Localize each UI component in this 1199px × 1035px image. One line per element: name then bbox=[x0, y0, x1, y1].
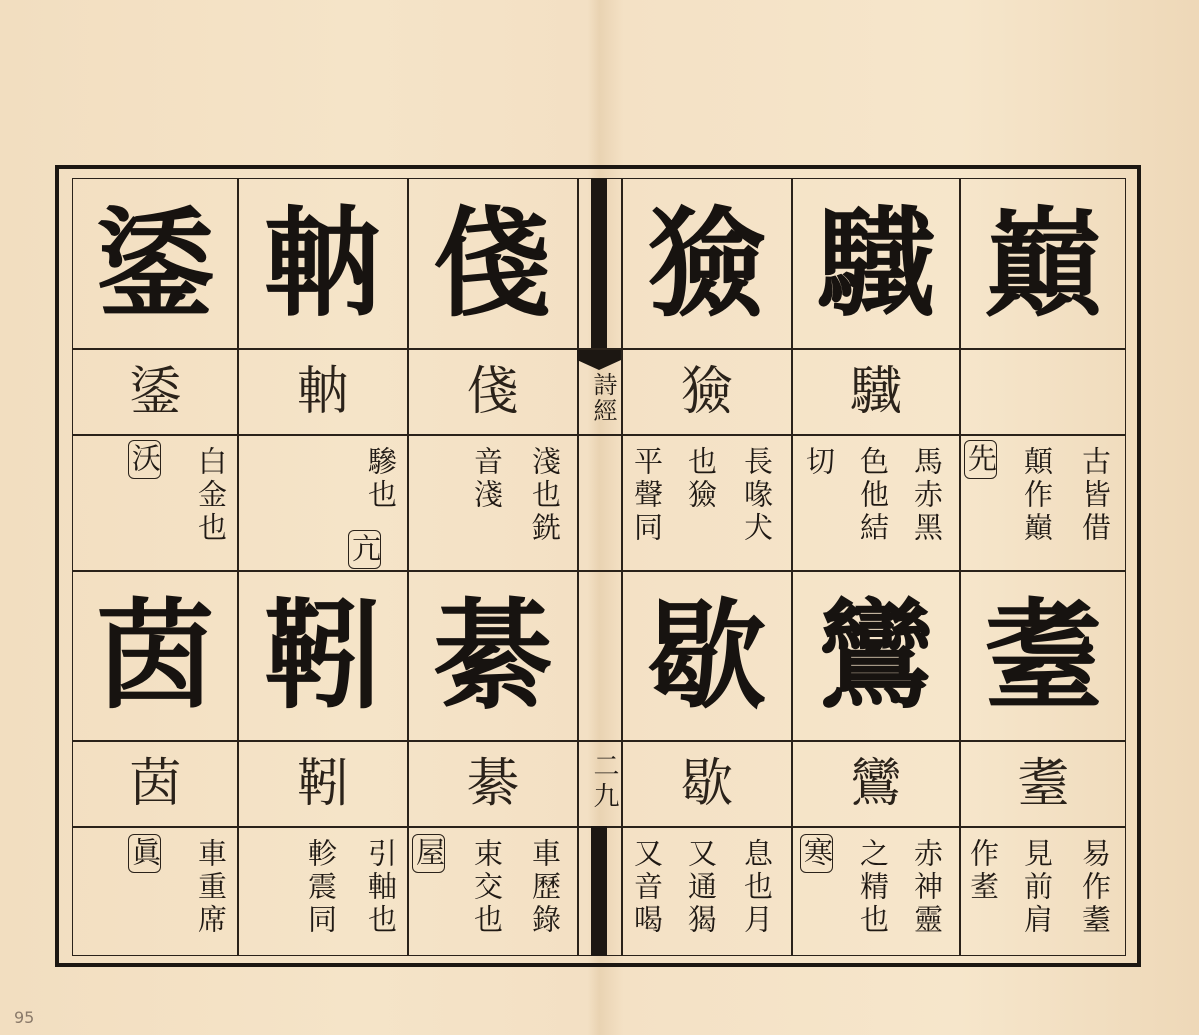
annotation-rhyme: 亢 bbox=[348, 530, 381, 569]
annotation: 引軸也 bbox=[364, 838, 398, 937]
headword: 靷 bbox=[263, 586, 382, 725]
seal-script-form: 鸞 bbox=[849, 754, 902, 814]
column-rule bbox=[577, 178, 579, 956]
headword: 耋 bbox=[984, 586, 1103, 725]
annotation: 淺也銑 bbox=[528, 446, 562, 545]
page-number: 二九 bbox=[589, 752, 619, 812]
spine-black-bar-top bbox=[591, 178, 607, 348]
annotation-box bbox=[964, 440, 997, 479]
annotation-box bbox=[800, 834, 833, 873]
annotation: 也獫 bbox=[684, 446, 718, 512]
annotation-box bbox=[128, 440, 161, 479]
annotation: 車重席 bbox=[194, 838, 228, 937]
seal-script-form: 靷 bbox=[296, 754, 349, 814]
annotation: 古皆借 bbox=[1078, 446, 1112, 545]
annotation: 見前肩 bbox=[1020, 838, 1054, 937]
annotation-rhyme: 沃 bbox=[128, 440, 161, 479]
pencil-mark: 95 bbox=[14, 1008, 35, 1027]
annotation-rhyme: 寒 bbox=[800, 834, 833, 873]
row-rule bbox=[72, 434, 1126, 436]
headword: 俴 bbox=[433, 194, 552, 333]
annotation: 顛作巔 bbox=[1020, 446, 1054, 545]
annotation: 軫震同 bbox=[304, 838, 338, 937]
annotation: 平聲同 bbox=[630, 446, 664, 545]
headword: 鸞 bbox=[816, 586, 935, 725]
seal-script-form: 綦 bbox=[466, 754, 519, 814]
annotation: 長喙犬 bbox=[740, 446, 774, 545]
annotation: 又通猲 bbox=[684, 838, 718, 937]
seal-script-form: 耋 bbox=[1017, 754, 1070, 814]
headword: 獫 bbox=[647, 194, 766, 333]
annotation: 馬赤黑 bbox=[910, 446, 944, 545]
annotation: 白金也 bbox=[194, 446, 228, 545]
seal-script-form: 俴 bbox=[466, 362, 519, 422]
headword: 歇 bbox=[647, 586, 766, 725]
annotation: 束交也 bbox=[470, 838, 504, 937]
annotation-rhyme: 屋 bbox=[412, 834, 445, 873]
annotation-box bbox=[128, 834, 161, 873]
seal-script-form: 獫 bbox=[680, 362, 733, 422]
annotation-rhyme: 先 bbox=[964, 440, 997, 479]
spine-black-bar-bottom bbox=[591, 826, 607, 956]
headword: 綦 bbox=[433, 586, 552, 725]
annotation: 車歷錄 bbox=[528, 838, 562, 937]
headword: 軜 bbox=[263, 194, 382, 333]
headword: 茵 bbox=[96, 586, 215, 725]
annotation-box bbox=[412, 834, 445, 873]
headword: 驖 bbox=[816, 194, 935, 333]
annotation: 易作耋 bbox=[1078, 838, 1112, 937]
headword: 鋈 bbox=[96, 194, 215, 333]
headword: 巔 bbox=[984, 194, 1103, 333]
annotation: 之精也 bbox=[856, 838, 890, 937]
seal-script-form: 茵 bbox=[129, 754, 182, 814]
annotation: 又音喝 bbox=[630, 838, 664, 937]
annotation-box bbox=[348, 530, 381, 569]
annotation: 作耊 bbox=[966, 838, 1000, 904]
annotation: 驂也 bbox=[364, 446, 398, 512]
annotation: 息也月 bbox=[740, 838, 774, 937]
seal-script-form bbox=[961, 350, 1126, 434]
seal-script-form: 軜 bbox=[296, 362, 349, 422]
annotation: 赤神靈 bbox=[910, 838, 944, 937]
seal-script-form: 鋈 bbox=[129, 362, 182, 422]
book-title: 詩經 bbox=[589, 372, 617, 424]
annotation: 切 bbox=[802, 446, 836, 479]
annotation: 色他結 bbox=[856, 446, 890, 545]
annotation: 音淺 bbox=[470, 446, 504, 512]
seal-script-form: 歇 bbox=[680, 754, 733, 814]
seal-script-form: 驖 bbox=[849, 362, 902, 422]
annotation-rhyme: 眞 bbox=[128, 834, 161, 873]
